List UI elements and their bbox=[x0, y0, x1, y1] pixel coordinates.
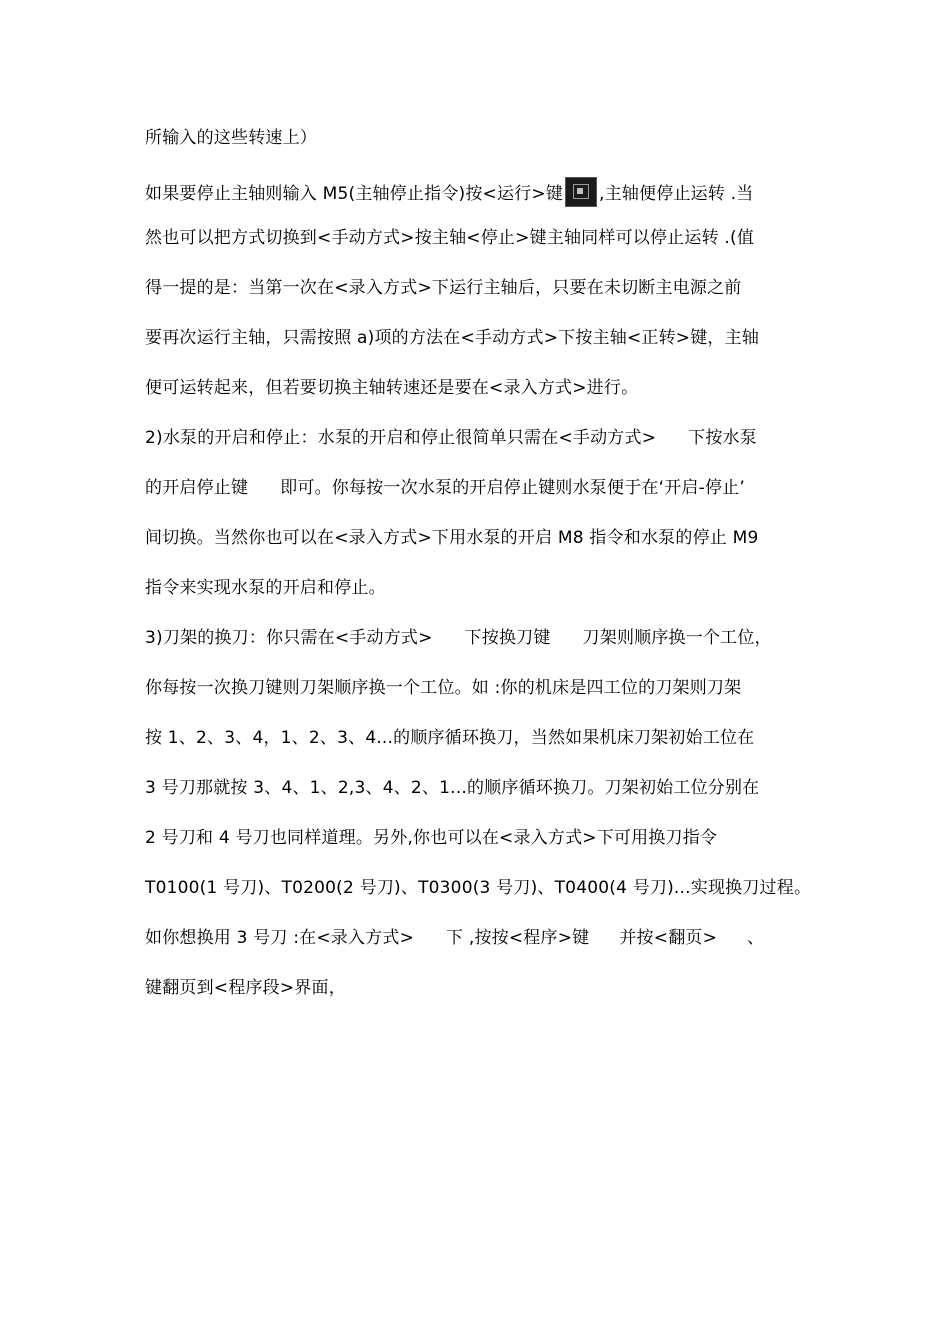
text-segment: 3 号刀那就按 3、4、1、2,3、4、2、1...的顺序循环换刀。刀架初始工位分别在 bbox=[145, 778, 760, 798]
text-line-9 bbox=[145, 527, 825, 549]
text-segment: 按 1、2、3、4，1、2、3、4...的顺序循环换刀，当然如果机床刀架初始工位在 bbox=[145, 728, 755, 748]
text-segment: T0100(1 号刀)、T0200(2 号刀)、T0300(3 号刀)、T0400(4 号刀)...实现换刀过程。 bbox=[145, 878, 812, 898]
text-line-18 bbox=[145, 977, 825, 999]
text-line-6 bbox=[145, 377, 825, 399]
text-line-2 bbox=[145, 177, 825, 207]
text-line-4 bbox=[145, 277, 825, 299]
text-segment: 下按水泵 bbox=[688, 428, 757, 448]
text-line-1 bbox=[145, 127, 825, 149]
text-segment: 的开启停止键 bbox=[145, 478, 249, 498]
text-line-8 bbox=[145, 477, 825, 499]
text-segment: 得一提的是：当第一次在<录入方式>下运行主轴后，只要在未切断主电源之前 bbox=[145, 278, 742, 298]
text-line-17 bbox=[145, 927, 825, 949]
run-key-icon bbox=[565, 177, 597, 207]
text-segment: 2)水泵的开启和停止：水泵的开启和停止很简单只需在<手动方式> bbox=[145, 428, 657, 448]
text-line-7 bbox=[145, 427, 825, 449]
text-line-16 bbox=[145, 877, 825, 899]
text-line-12 bbox=[145, 677, 825, 699]
text-line-5 bbox=[145, 327, 825, 349]
text-segment: 刀架则顺序换一个工位， bbox=[582, 628, 772, 648]
text-line-14 bbox=[145, 777, 825, 799]
text-line-11 bbox=[145, 627, 825, 649]
text-segment: 下按换刀键 bbox=[464, 628, 551, 648]
text-line-3 bbox=[145, 227, 825, 249]
text-segment: 3)刀架的换刀：你只需在<手动方式> bbox=[145, 628, 433, 648]
text-line-13 bbox=[145, 727, 825, 749]
text-segment: 2 号刀和 4 号刀也同样道理。另外,你也可以在<录入方式>下可用换刀指令 bbox=[145, 828, 718, 848]
text-segment: 、 bbox=[747, 928, 765, 948]
text-segment: 然也可以把方式切换到<手动方式>按主轴<停止>键主轴同样可以停止运转 .(值 bbox=[145, 228, 755, 248]
text-segment: 即可。你每按一次水泵的开启停止键则水泵便于在‘开启-停止’ bbox=[280, 478, 745, 498]
text-line-15 bbox=[145, 827, 825, 849]
text-segment: 如你想换用 3 号刀 :在<录入方式> bbox=[145, 928, 415, 948]
text-segment: 你每按一次换刀键则刀架顺序换一个工位。如 :你的机床是四工位的刀架则刀架 bbox=[145, 678, 742, 698]
text-segment: 便可运转起来，但若要切换主轴转速还是要在<录入方式>进行。 bbox=[145, 378, 639, 398]
text-segment: 如果要停止主轴则输入 M5(主轴停止指令)按<运行>键 bbox=[145, 184, 564, 204]
text-segment: 要再次运行主轴，只需按照 a)项的方法在<手动方式>下按主轴<正转>键，主轴 bbox=[145, 328, 760, 348]
text-segment: 并按<翻页> bbox=[619, 928, 718, 948]
text-segment: 键翻页到<程序段>界面， bbox=[145, 978, 346, 998]
text-segment: 指令来实现水泵的开启和停止。 bbox=[145, 578, 386, 598]
text-segment: 下 ,按按<程序>键 bbox=[446, 928, 590, 948]
text-segment: ,主轴便停止运转 .当 bbox=[599, 184, 754, 204]
text-segment: 间切换。当然你也可以在<录入方式>下用水泵的开启 M8 指令和水泵的停止 M9 bbox=[145, 528, 759, 548]
text-line-10 bbox=[145, 577, 825, 599]
text-segment: 所输入的这些转速上） bbox=[145, 128, 317, 148]
